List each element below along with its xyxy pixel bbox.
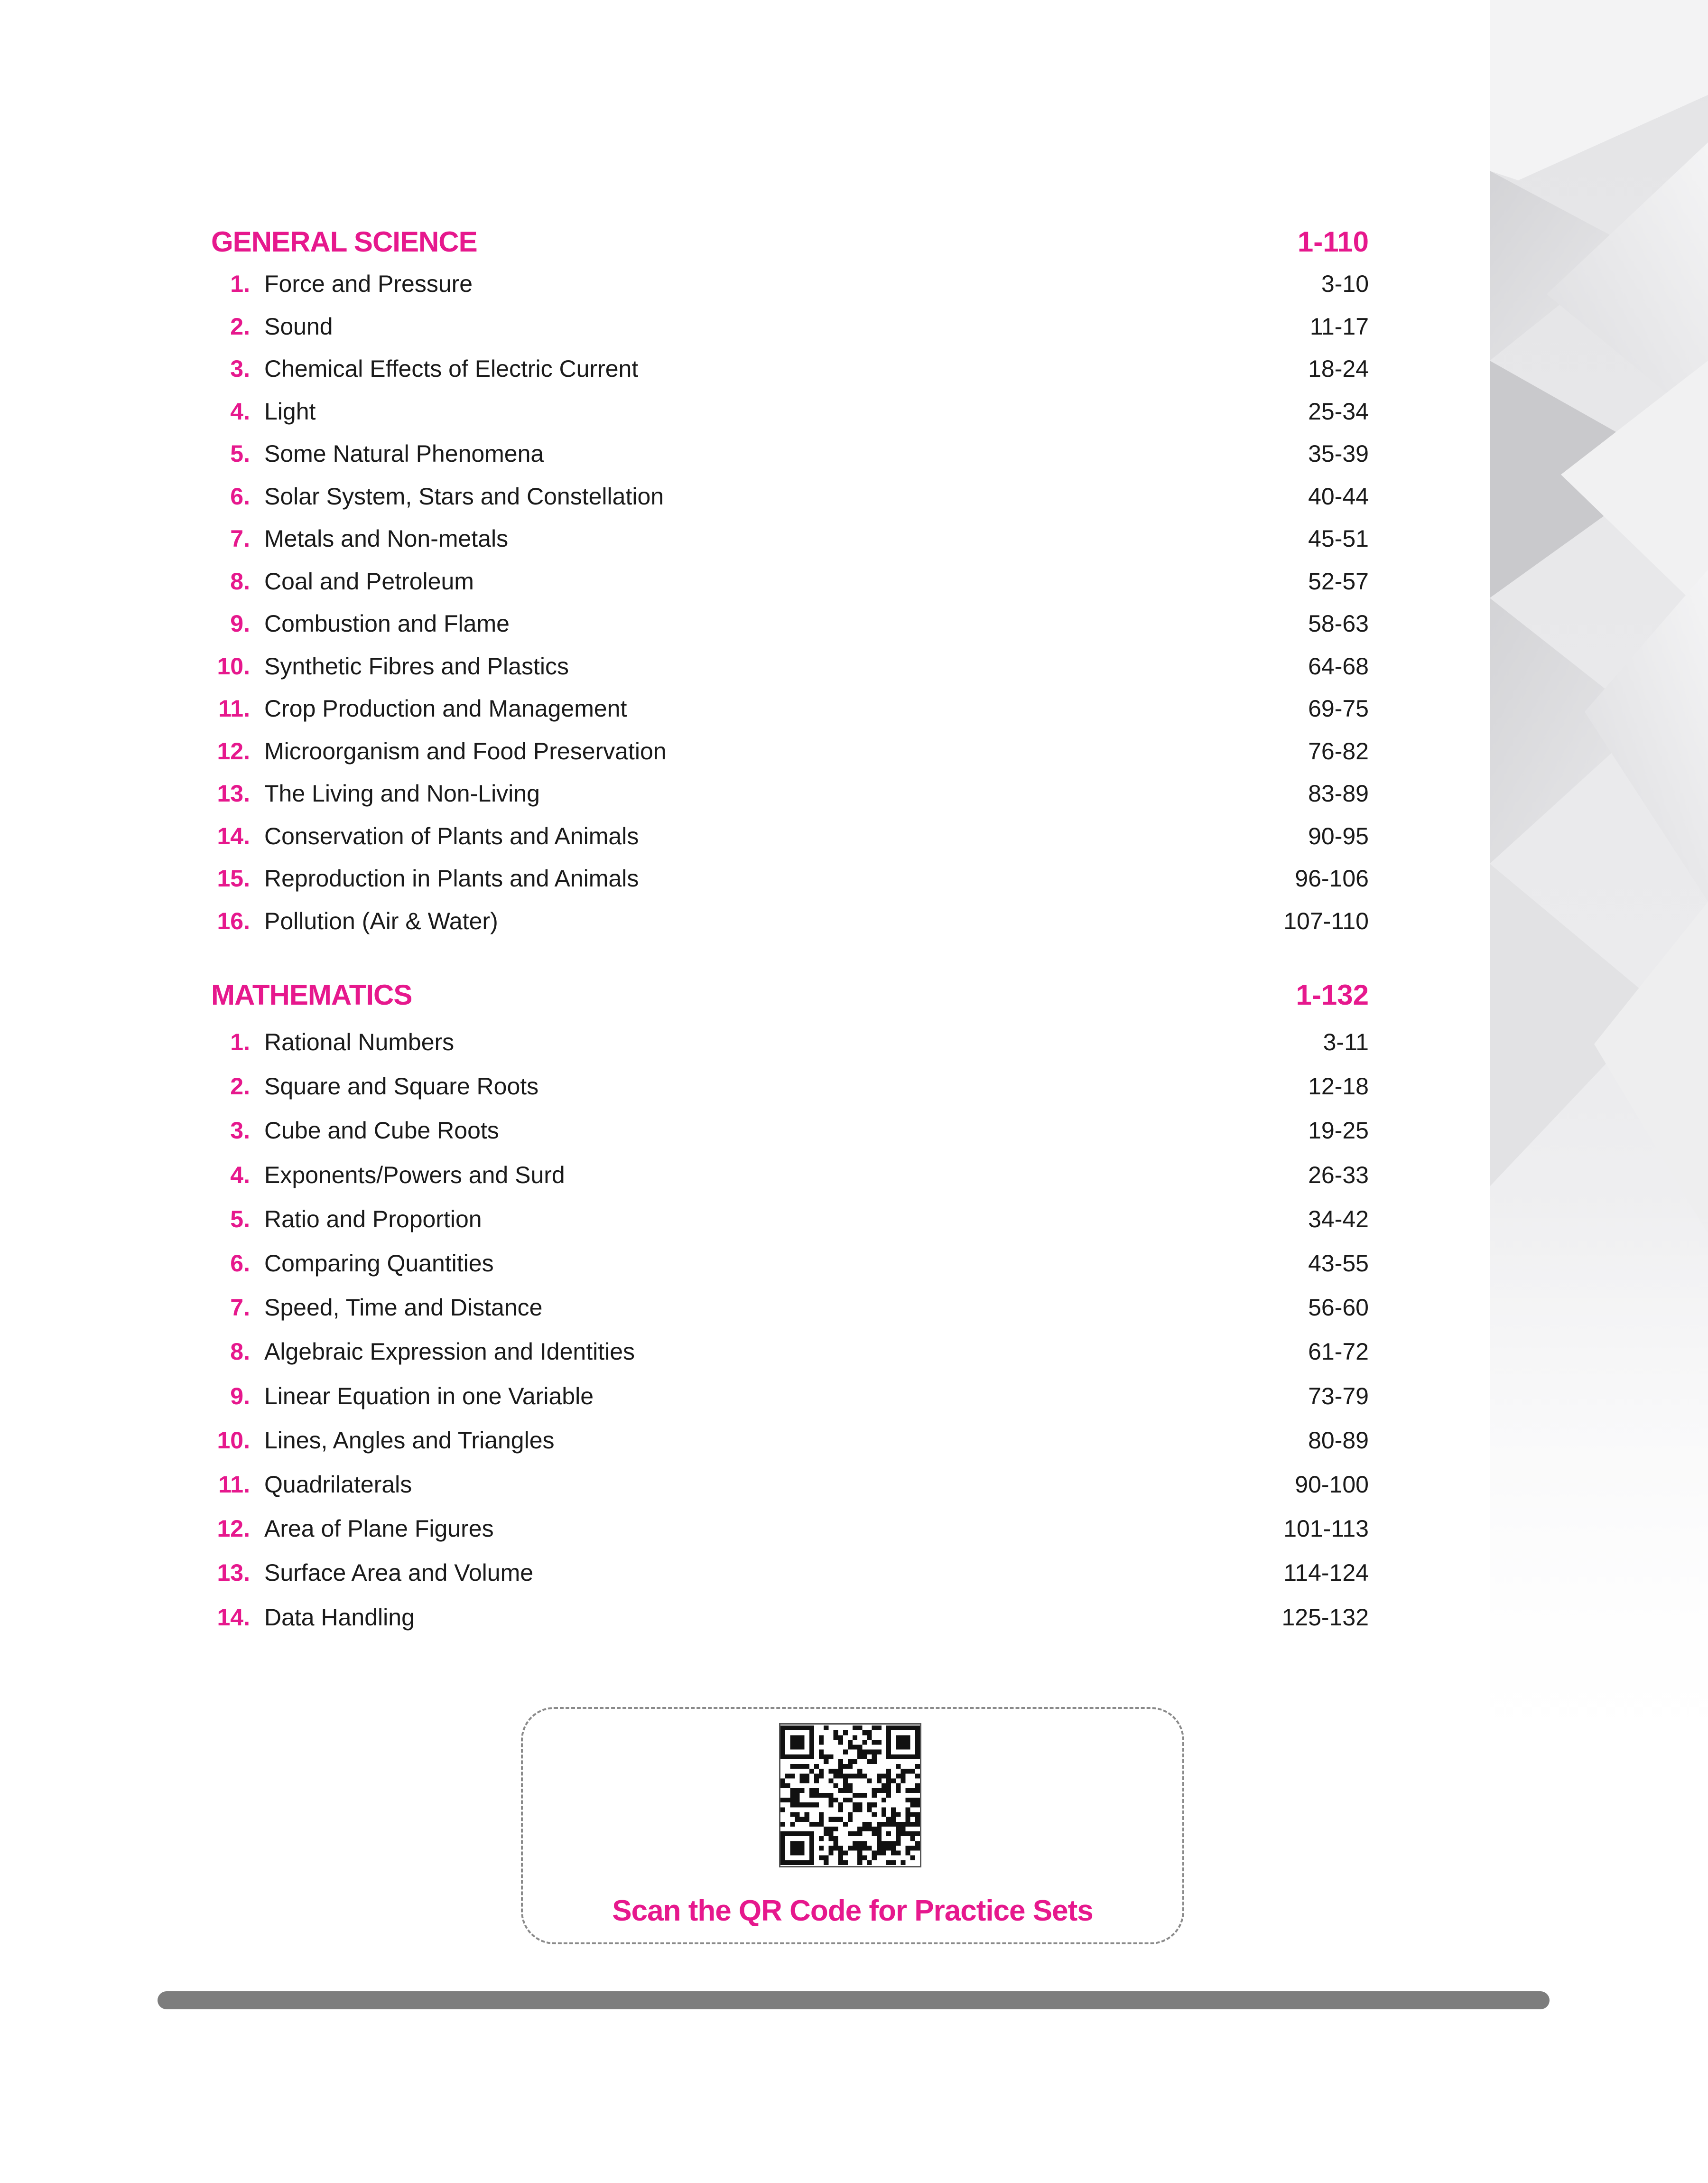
chapter-title: Microorganism and Food Preservation	[264, 737, 667, 765]
chapter-title: Algebraic Expression and Identities	[264, 1338, 635, 1365]
chapter-number: 8.	[230, 568, 250, 595]
chapter-pages: 58-63	[1308, 610, 1369, 637]
chapter-pages: 125-132	[1281, 1604, 1369, 1631]
chapter-pages: 80-89	[1308, 1427, 1369, 1454]
chapter-number: 3.	[230, 1117, 250, 1144]
toc-entry[interactable]	[211, 350, 1369, 388]
chapter-pages: 69-75	[1308, 695, 1369, 722]
section-page-range: 1-110	[1297, 226, 1369, 258]
chapter-pages: 56-60	[1308, 1294, 1369, 1321]
chapter-number: 6.	[230, 1250, 250, 1277]
chapter-title: Exponents/Powers and Surd	[264, 1161, 565, 1188]
chapter-pages: 114-124	[1283, 1559, 1369, 1586]
toc-entry[interactable]	[211, 1465, 1369, 1503]
chapter-number: 11.	[218, 695, 250, 722]
chapter-pages: 83-89	[1308, 780, 1369, 807]
toc-entry[interactable]	[211, 1023, 1369, 1061]
qr-caption: Scan the QR Code for Practice Sets	[612, 1894, 1093, 1927]
toc-entry[interactable]	[211, 1598, 1369, 1636]
chapter-number: 12.	[217, 1515, 250, 1542]
chapter-pages: 3-10	[1321, 271, 1369, 297]
chapter-number: 13.	[217, 780, 250, 807]
toc-entry[interactable]	[211, 1156, 1369, 1194]
toc-entry[interactable]	[211, 308, 1369, 345]
chapter-number: 14.	[217, 822, 250, 849]
toc-entry[interactable]	[211, 774, 1369, 812]
section-header-mathematics	[211, 974, 1369, 1017]
qr-code[interactable]	[779, 1723, 921, 1867]
section-header-general-science	[211, 221, 1369, 263]
chapter-title: Light	[264, 398, 316, 425]
toc-entry[interactable]	[211, 265, 1369, 303]
chapter-title: Data Handling	[264, 1604, 415, 1631]
toc-entry[interactable]	[211, 1200, 1369, 1238]
toc-entry[interactable]	[211, 562, 1369, 600]
chapter-number: 12.	[217, 737, 250, 765]
chapter-pages: 61-72	[1308, 1338, 1369, 1365]
chapter-title: Ratio and Proportion	[264, 1205, 482, 1232]
chapter-title: Coal and Petroleum	[264, 568, 474, 595]
chapter-number: 4.	[230, 1161, 250, 1188]
chapter-pages: 101-113	[1283, 1515, 1369, 1542]
toc-entry[interactable]	[211, 859, 1369, 897]
chapter-number: 16.	[217, 907, 250, 934]
chapter-number: 2.	[230, 1073, 250, 1100]
chapter-title: Some Natural Phenomena	[264, 440, 544, 467]
chapter-number: 5.	[230, 440, 250, 467]
chapter-title: Reproduction in Plants and Animals	[264, 865, 639, 892]
section-page-range: 1-132	[1296, 979, 1369, 1011]
chapter-number: 14.	[217, 1604, 250, 1631]
chapter-title: Chemical Effects of Electric Current	[264, 355, 639, 382]
decorative-background	[1490, 0, 1708, 2183]
toc-entry[interactable]	[211, 1510, 1369, 1548]
toc-entry[interactable]	[211, 435, 1369, 473]
qr-code-box	[521, 1707, 1184, 1944]
chapter-pages: 64-68	[1308, 653, 1369, 680]
toc-entry[interactable]	[211, 1554, 1369, 1592]
toc-entry[interactable]	[211, 392, 1369, 430]
toc-entry[interactable]	[211, 1067, 1369, 1105]
chapter-title: Conservation of Plants and Animals	[264, 822, 639, 849]
chapter-title: Metals and Non-metals	[264, 525, 509, 552]
chapter-title: Comparing Quantities	[264, 1250, 494, 1277]
chapter-pages: 12-18	[1308, 1073, 1369, 1100]
qr-code-image	[780, 1725, 920, 1866]
chapter-pages: 26-33	[1308, 1161, 1369, 1188]
chapter-number: 1.	[230, 271, 250, 297]
chapter-pages: 90-95	[1308, 822, 1369, 849]
chapter-title: The Living and Non-Living	[264, 780, 540, 807]
chapter-title: Speed, Time and Distance	[264, 1294, 543, 1321]
toc-entry[interactable]	[211, 1244, 1369, 1282]
chapter-number: 7.	[230, 1294, 250, 1321]
chapter-pages: 52-57	[1308, 568, 1369, 595]
toc-entry[interactable]	[211, 1421, 1369, 1459]
chapter-number: 8.	[230, 1338, 250, 1365]
chapter-pages: 35-39	[1308, 440, 1369, 467]
chapter-title: Combustion and Flame	[264, 610, 510, 637]
chapter-number: 4.	[230, 398, 250, 425]
chapter-title: Surface Area and Volume	[264, 1559, 534, 1586]
chapter-pages: 90-100	[1295, 1471, 1369, 1498]
section-title: MATHEMATICS	[211, 979, 412, 1011]
toc-entry[interactable]	[211, 1333, 1369, 1371]
chapter-number: 9.	[230, 610, 250, 637]
section-title: GENERAL SCIENCE	[211, 226, 477, 258]
chapter-pages: 43-55	[1308, 1250, 1369, 1277]
chapter-title: Area of Plane Figures	[264, 1515, 494, 1542]
chapter-title: Solar System, Stars and Constellation	[264, 483, 664, 510]
chapter-pages: 40-44	[1308, 483, 1369, 510]
chapter-pages: 18-24	[1308, 355, 1369, 382]
chapter-title: Lines, Angles and Triangles	[264, 1427, 555, 1454]
chapter-number: 2.	[230, 313, 250, 340]
chapter-pages: 96-106	[1295, 865, 1369, 892]
chapter-title: Crop Production and Management	[264, 695, 627, 722]
chapter-title: Pollution (Air & Water)	[264, 907, 498, 934]
chapter-title: Sound	[264, 313, 333, 340]
chapter-title: Quadrilaterals	[264, 1471, 412, 1498]
toc-entry[interactable]	[211, 1288, 1369, 1326]
toc-entry[interactable]	[211, 1111, 1369, 1149]
chapter-number: 10.	[217, 1427, 250, 1454]
toc-entry[interactable]	[211, 477, 1369, 515]
toc-entry[interactable]	[211, 520, 1369, 558]
chapter-pages: 11-17	[1309, 313, 1369, 340]
chapter-number: 1.	[230, 1029, 250, 1055]
chapter-number: 7.	[230, 525, 250, 552]
chapter-number: 9.	[230, 1382, 250, 1409]
toc-entry[interactable]	[211, 690, 1369, 728]
chapter-title: Cube and Cube Roots	[264, 1117, 499, 1144]
chapter-pages: 107-110	[1283, 907, 1369, 934]
footer-bar	[158, 1991, 1550, 2009]
chapter-number: 5.	[230, 1205, 250, 1232]
toc-entry[interactable]	[211, 647, 1369, 685]
toc-entry[interactable]	[211, 605, 1369, 643]
chapter-title: Square and Square Roots	[264, 1073, 539, 1100]
chapter-title: Force and Pressure	[264, 271, 473, 297]
toc-entry[interactable]	[211, 817, 1369, 855]
chapter-pages: 25-34	[1308, 398, 1369, 425]
chapter-pages: 34-42	[1308, 1205, 1369, 1232]
chapter-number: 10.	[217, 653, 250, 680]
toc-entry[interactable]	[211, 1377, 1369, 1415]
chapter-pages: 45-51	[1308, 525, 1369, 552]
chapter-number: 11.	[218, 1471, 250, 1498]
toc-entry[interactable]	[211, 902, 1369, 940]
chapter-number: 15.	[217, 865, 250, 892]
chapter-title: Linear Equation in one Variable	[264, 1382, 594, 1409]
chapter-pages: 73-79	[1308, 1382, 1369, 1409]
toc-entry[interactable]	[211, 732, 1369, 770]
chapter-number: 3.	[230, 355, 250, 382]
chapter-pages: 19-25	[1308, 1117, 1369, 1144]
chapter-number: 13.	[217, 1559, 250, 1586]
chapter-number: 6.	[230, 483, 250, 510]
chapter-title: Synthetic Fibres and Plastics	[264, 653, 569, 680]
chapter-pages: 3-11	[1323, 1029, 1369, 1055]
chapter-title: Rational Numbers	[264, 1029, 455, 1055]
chapter-pages: 76-82	[1308, 737, 1369, 765]
